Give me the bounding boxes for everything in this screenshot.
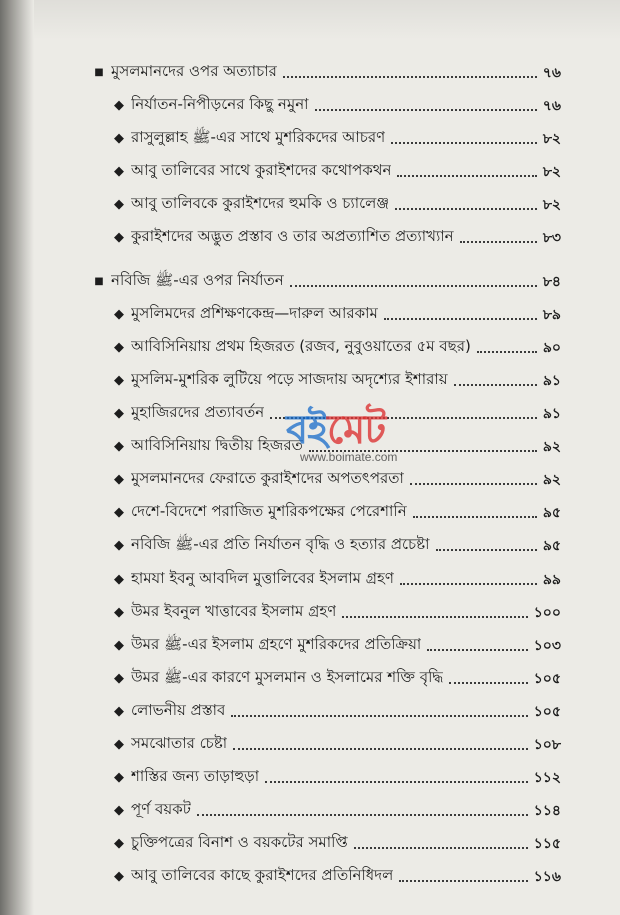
toc-title: নির্যাতন-নিপীড়নের কিছু নমুনা: [131, 95, 309, 113]
diamond-bullet-icon: ◆: [114, 131, 124, 146]
dot-leader: [454, 383, 537, 386]
watermark-url: www.boimate.com: [300, 450, 398, 464]
toc-page-number: ৯৫: [542, 537, 561, 554]
toc-entry: [0, 761, 561, 794]
toc-title: নবিজি ﷺ-এর ওপর নির্যাতন: [111, 271, 284, 289]
watermark: [286, 408, 436, 488]
toc-entry: [0, 794, 561, 827]
dot-leader: [399, 879, 527, 882]
toc-title: নবিজি ﷺ-এর প্রতি নির্যাতন বৃদ্ধি ও হত্যার প্রচেষ্টা: [131, 535, 430, 553]
toc-page-number: ১০৩: [533, 637, 561, 654]
diamond-bullet-icon: ◆: [114, 836, 124, 851]
toc-entry: [0, 728, 561, 761]
toc-page-number: ১০৫: [533, 670, 561, 687]
dot-leader: [477, 350, 537, 353]
dot-leader: [413, 515, 537, 518]
toc-title: কুরাইশদের অদ্ভুত প্রস্তাব ও তার অপ্রত্যাশিত প্রত্যাখ্যান: [131, 227, 454, 245]
toc-entry: [0, 298, 561, 331]
toc-title: উমর ইবনুল খাত্তাবের ইসলাম গ্রহণ: [131, 602, 337, 620]
toc-title: উমর ﷺ-এর ইসলাম গ্রহণে মুশরিকদের প্রতিক্রিয়া: [131, 635, 422, 653]
toc-title: মুসলিম-মুশরিক লুটিয়ে পড়ে সাজদায় অদৃশ্যের ইশারায়: [131, 370, 448, 388]
toc-entry: [0, 496, 561, 529]
toc-entry: [0, 596, 561, 629]
dot-leader: [354, 846, 528, 849]
dot-leader: [391, 141, 537, 144]
toc-entry: [0, 563, 561, 596]
dot-leader: [395, 207, 537, 210]
toc-page-number: ৯৫: [542, 504, 561, 521]
diamond-bullet-icon: ◆: [114, 605, 124, 620]
toc-title: সমঝোতার চেষ্টা: [131, 734, 228, 752]
diamond-bullet-icon: ◆: [114, 164, 124, 179]
dot-leader: [400, 582, 537, 585]
toc-section: [0, 56, 561, 89]
diamond-bullet-icon: ◆: [114, 803, 124, 818]
toc-title: হামযা ইবনু আবদিল মুত্তালিবের ইসলাম গ্রহণ: [131, 569, 394, 587]
toc-entry: [0, 430, 561, 463]
dot-leader: [231, 714, 527, 717]
watermark-logo: [286, 408, 436, 452]
diamond-bullet-icon: ◆: [114, 737, 124, 752]
toc-title: উমর ﷺ-এর কারণে মুসলমান ও ইসলামের শক্তি বৃদ্ধি: [131, 668, 444, 686]
toc-page-number: ১০৫: [533, 703, 561, 720]
toc-title: চুক্তিপত্রের বিনাশ ও বয়কটের সমাপ্তি: [131, 833, 348, 851]
toc-title: পূর্ণ বয়কট: [131, 800, 191, 818]
toc-page-number: ১০০: [533, 604, 561, 621]
toc-entry: [0, 629, 561, 662]
diamond-bullet-icon: ◆: [114, 340, 124, 355]
toc-entry: [0, 695, 561, 728]
dot-leader: [460, 240, 537, 243]
toc-page-number: ১১২: [533, 769, 561, 786]
toc-page-number: ৯১: [542, 405, 561, 422]
toc-page-number: ৮২: [542, 196, 561, 213]
watermark-logo-main: বই: [286, 407, 328, 453]
diamond-bullet-icon: ◆: [114, 770, 124, 785]
toc-page-number: ৮৩: [542, 229, 561, 246]
toc-page-number: ৯৯: [542, 571, 561, 588]
toc-title: লোভনীয় প্রস্তাব: [131, 701, 226, 719]
toc-page-number: ৯২: [542, 471, 561, 488]
dot-leader: [283, 75, 537, 78]
diamond-bullet-icon: ◆: [114, 307, 124, 322]
toc-title: আবু তালিবের সাথে কুরাইশদের কথোপকথন: [131, 161, 392, 179]
toc-entry: [0, 827, 561, 860]
diamond-bullet-icon: ◆: [114, 704, 124, 719]
diamond-bullet-icon: ◆: [114, 638, 124, 653]
toc-entry: [0, 463, 561, 496]
toc-page-number: ১০৮: [533, 736, 561, 753]
dot-leader: [384, 317, 537, 320]
toc-entry: [0, 860, 561, 893]
toc-title: মুসলিমদের প্রশিক্ষণকেন্দ্র—দারুল আরকাম: [131, 304, 378, 322]
toc-title: আবু তালিবের কাছে কুরাইশদের প্রতিনিধিদল: [131, 866, 394, 884]
toc-page-number: ৯২: [542, 438, 561, 455]
dot-leader: [449, 681, 527, 684]
diamond-bullet-icon: ◆: [114, 373, 124, 388]
toc-title: শাস্তির জন্য তাড়াহুড়া: [131, 767, 260, 785]
dot-leader: [233, 747, 528, 750]
toc-entry: [0, 529, 561, 562]
diamond-bullet-icon: ◆: [114, 406, 124, 421]
toc-page-number: ৯০: [542, 339, 561, 356]
toc-page-number: ৮৯: [542, 306, 561, 323]
toc-page-number: ১১৪: [533, 802, 561, 819]
toc-entry: [0, 89, 561, 122]
toc-page-number: ৮৪: [542, 273, 561, 290]
toc-entry: [0, 331, 561, 364]
dot-leader: [290, 284, 537, 287]
dot-leader: [427, 648, 527, 651]
diamond-bullet-icon: ◆: [114, 230, 124, 245]
diamond-bullet-icon: ◆: [114, 197, 124, 212]
toc-page-number: ৮২: [542, 130, 561, 147]
watermark-logo-accent: মেট: [327, 407, 386, 453]
toc-entry: [0, 122, 561, 155]
toc-entry: [0, 397, 561, 430]
toc-section: [0, 265, 561, 298]
toc-page-number: ১১৫: [533, 835, 561, 852]
toc-title: মুসলমানদের ওপর অত্যাচার: [111, 62, 277, 80]
toc-entry: [0, 662, 561, 695]
toc-entry: [0, 364, 561, 397]
square-bullet-icon: ■: [94, 66, 104, 78]
toc-entry: [0, 221, 561, 254]
toc-page-number: ১১৬: [533, 868, 561, 885]
toc-title: মুসলমানদের ফেরাতে কুরাইশদের অপতৎপরতা: [131, 469, 404, 487]
toc-entry: [0, 155, 561, 188]
diamond-bullet-icon: ◆: [114, 472, 124, 487]
toc-title: আবিসিনিয়ায় প্রথম হিজরত (রজব, নুবুওয়াতের ৫ম বছর): [131, 337, 471, 355]
square-bullet-icon: ■: [94, 275, 104, 287]
diamond-bullet-icon: ◆: [114, 538, 124, 553]
toc-title: রাসুলুল্লাহ ﷺ-এর সাথে মুশরিকদের আচরণ: [131, 128, 386, 146]
diamond-bullet-icon: ◆: [114, 869, 124, 884]
dot-leader: [315, 108, 537, 111]
diamond-bullet-icon: ◆: [114, 98, 124, 113]
dot-leader: [342, 615, 527, 618]
diamond-bullet-icon: ◆: [114, 671, 124, 686]
dot-leader: [397, 174, 536, 177]
diamond-bullet-icon: ◆: [114, 439, 124, 454]
toc-title: আবু তালিবকে কুরাইশদের হুমকি ও চ্যালেঞ্জ: [131, 194, 390, 212]
toc-title: আবিসিনিয়ায় দ্বিতীয় হিজরত: [131, 436, 303, 454]
toc-page-number: ৮২: [542, 163, 561, 180]
toc-page-number: ৯১: [542, 372, 561, 389]
dot-leader: [197, 813, 528, 816]
toc-title: দেশে-বিদেশে পরাজিত মুশরিকপক্ষের পেরেশানি: [131, 502, 407, 520]
toc-title: মুহাজিরদের প্রত্যাবর্তন: [131, 403, 265, 421]
diamond-bullet-icon: ◆: [114, 505, 124, 520]
dot-leader: [265, 780, 528, 783]
dot-leader: [436, 548, 537, 551]
diamond-bullet-icon: ◆: [114, 572, 124, 587]
toc-page-number: ৭৬: [542, 64, 561, 81]
toc-entry: [0, 188, 561, 221]
toc-page-number: ৭৬: [542, 97, 561, 114]
